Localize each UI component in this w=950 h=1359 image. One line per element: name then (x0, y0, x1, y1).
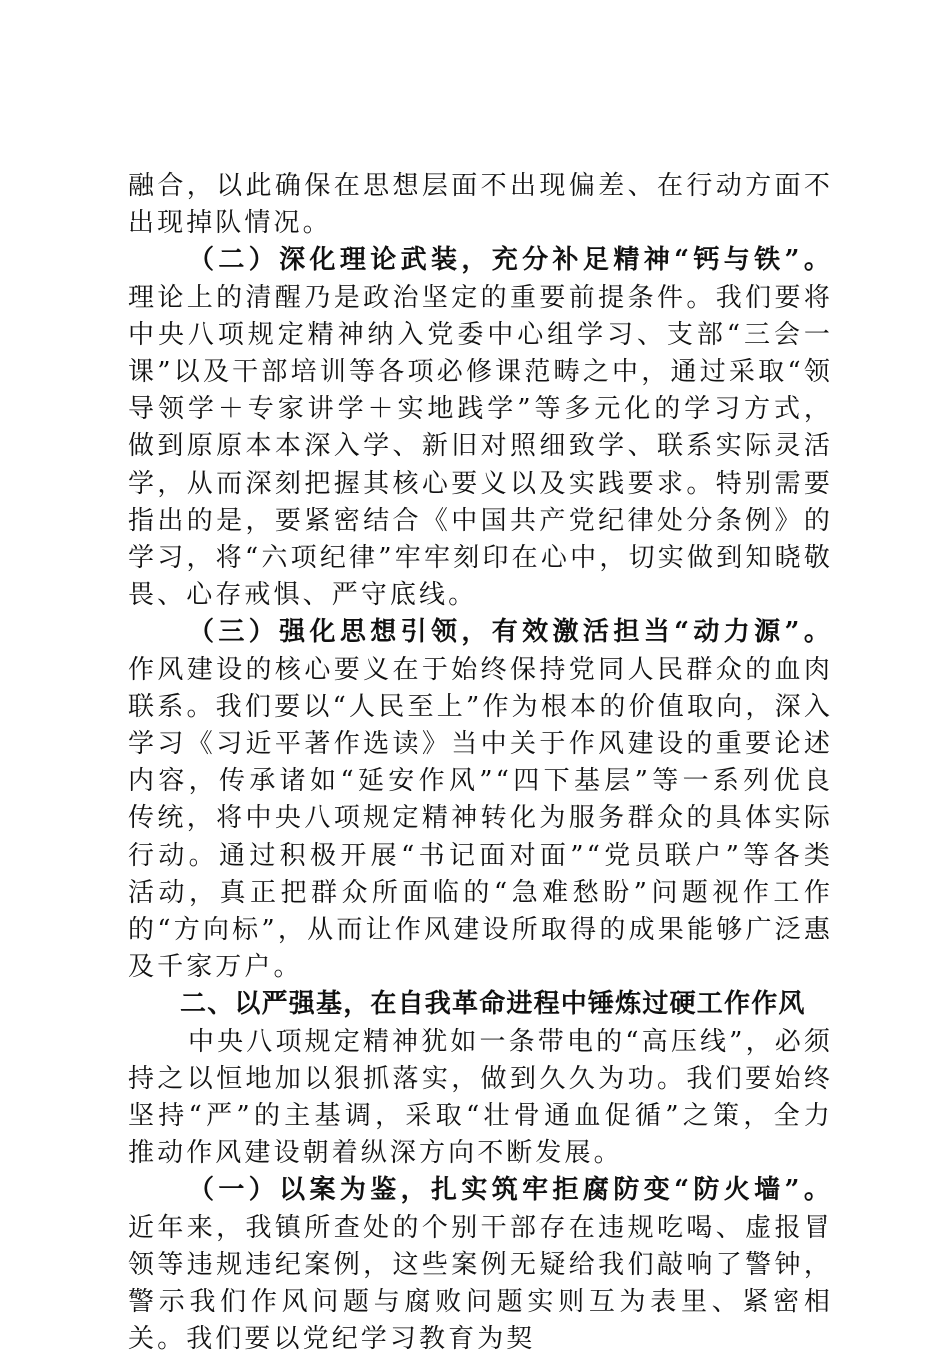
paragraph-text: 近年来，我镇所查处的个别干部存在违规吃喝、虚报冒领等违规违纪案例，这些案例无疑给我们敲响了警钟，警示我们作风问题与腐败问题实则互为表里、紧密相关。我们要以党纪学习教育为契 (128, 1212, 833, 1355)
paragraph-text: 理论上的清醒乃是政治坚定的重要前提条件。我们要将中央八项规定精神纳入党委中心组学习、支部“三会一课”以及干部培训等各项必修课范畴之中，通过采取“领导领学＋专家讲学＋实地践学”等多元化的学习方式，做到原原本本深入学、新旧对照细致学、联系实际灵活学，从而深刻把握其核心要义以及实践要求。特别需要指出的是，要紧密结合《中国共产党纪律处分条例》的学习，将“六项纪律”牢牢刻印在心中，切实做到知晓敬畏、心存戒惧、严守底线。 (128, 282, 833, 611)
paragraph-case-warning (128, 1172, 833, 1358)
paragraph-text: 中央八项规定精神犹如一条带电的“高压线”，必须持之以恒地加以狠抓落实，做到久久为功。我们要始终坚持“严”的主基调，采取“壮骨通血促循”之策，全力推动作风建设朝着纵深方向不断发展。 (128, 1026, 833, 1169)
paragraph-continuation (128, 168, 833, 242)
sub-heading-3: （三）强化思想引领，有效激活担当“动力源”。 (188, 617, 833, 648)
paragraph-strengthen-guidance (128, 614, 833, 986)
section-heading-2: 二、以严强基，在自我革命进程中锤炼过硬工作作风 (180, 989, 806, 1020)
paragraph-deepen-theory (128, 242, 833, 614)
sub-heading-1: （一）以案为鉴，扎实筑牢拒腐防变“防火墙”。 (188, 1175, 833, 1206)
paragraph-text: 作风建设的核心要义在于始终保持党同人民群众的血肉联系。我们要以“人民至上”作为根本的价值取向，深入学习《习近平著作选读》当中关于作风建设的重要论述内容，传承诸如“延安作风”“四下基层”等一系列优良传统，将中央八项规定精神转化为服务群众的具体实际行动。通过积极开展“书记面对面”“党员联户”等各类活动，真正把群众所面临的“急难愁盼”问题视作工作的“方向标”，从而让作风建设所取得的成果能够广泛惠及千家万户。 (128, 654, 833, 983)
paragraph-text: 融合，以此确保在思想层面不出现偏差、在行动方面不出现掉队情况。 (128, 171, 833, 239)
paragraph-section-intro (128, 1024, 833, 1173)
sub-heading-2: （二）深化理论武装，充分补足精神“钙与铁”。 (188, 245, 833, 276)
document-body (128, 168, 833, 1359)
